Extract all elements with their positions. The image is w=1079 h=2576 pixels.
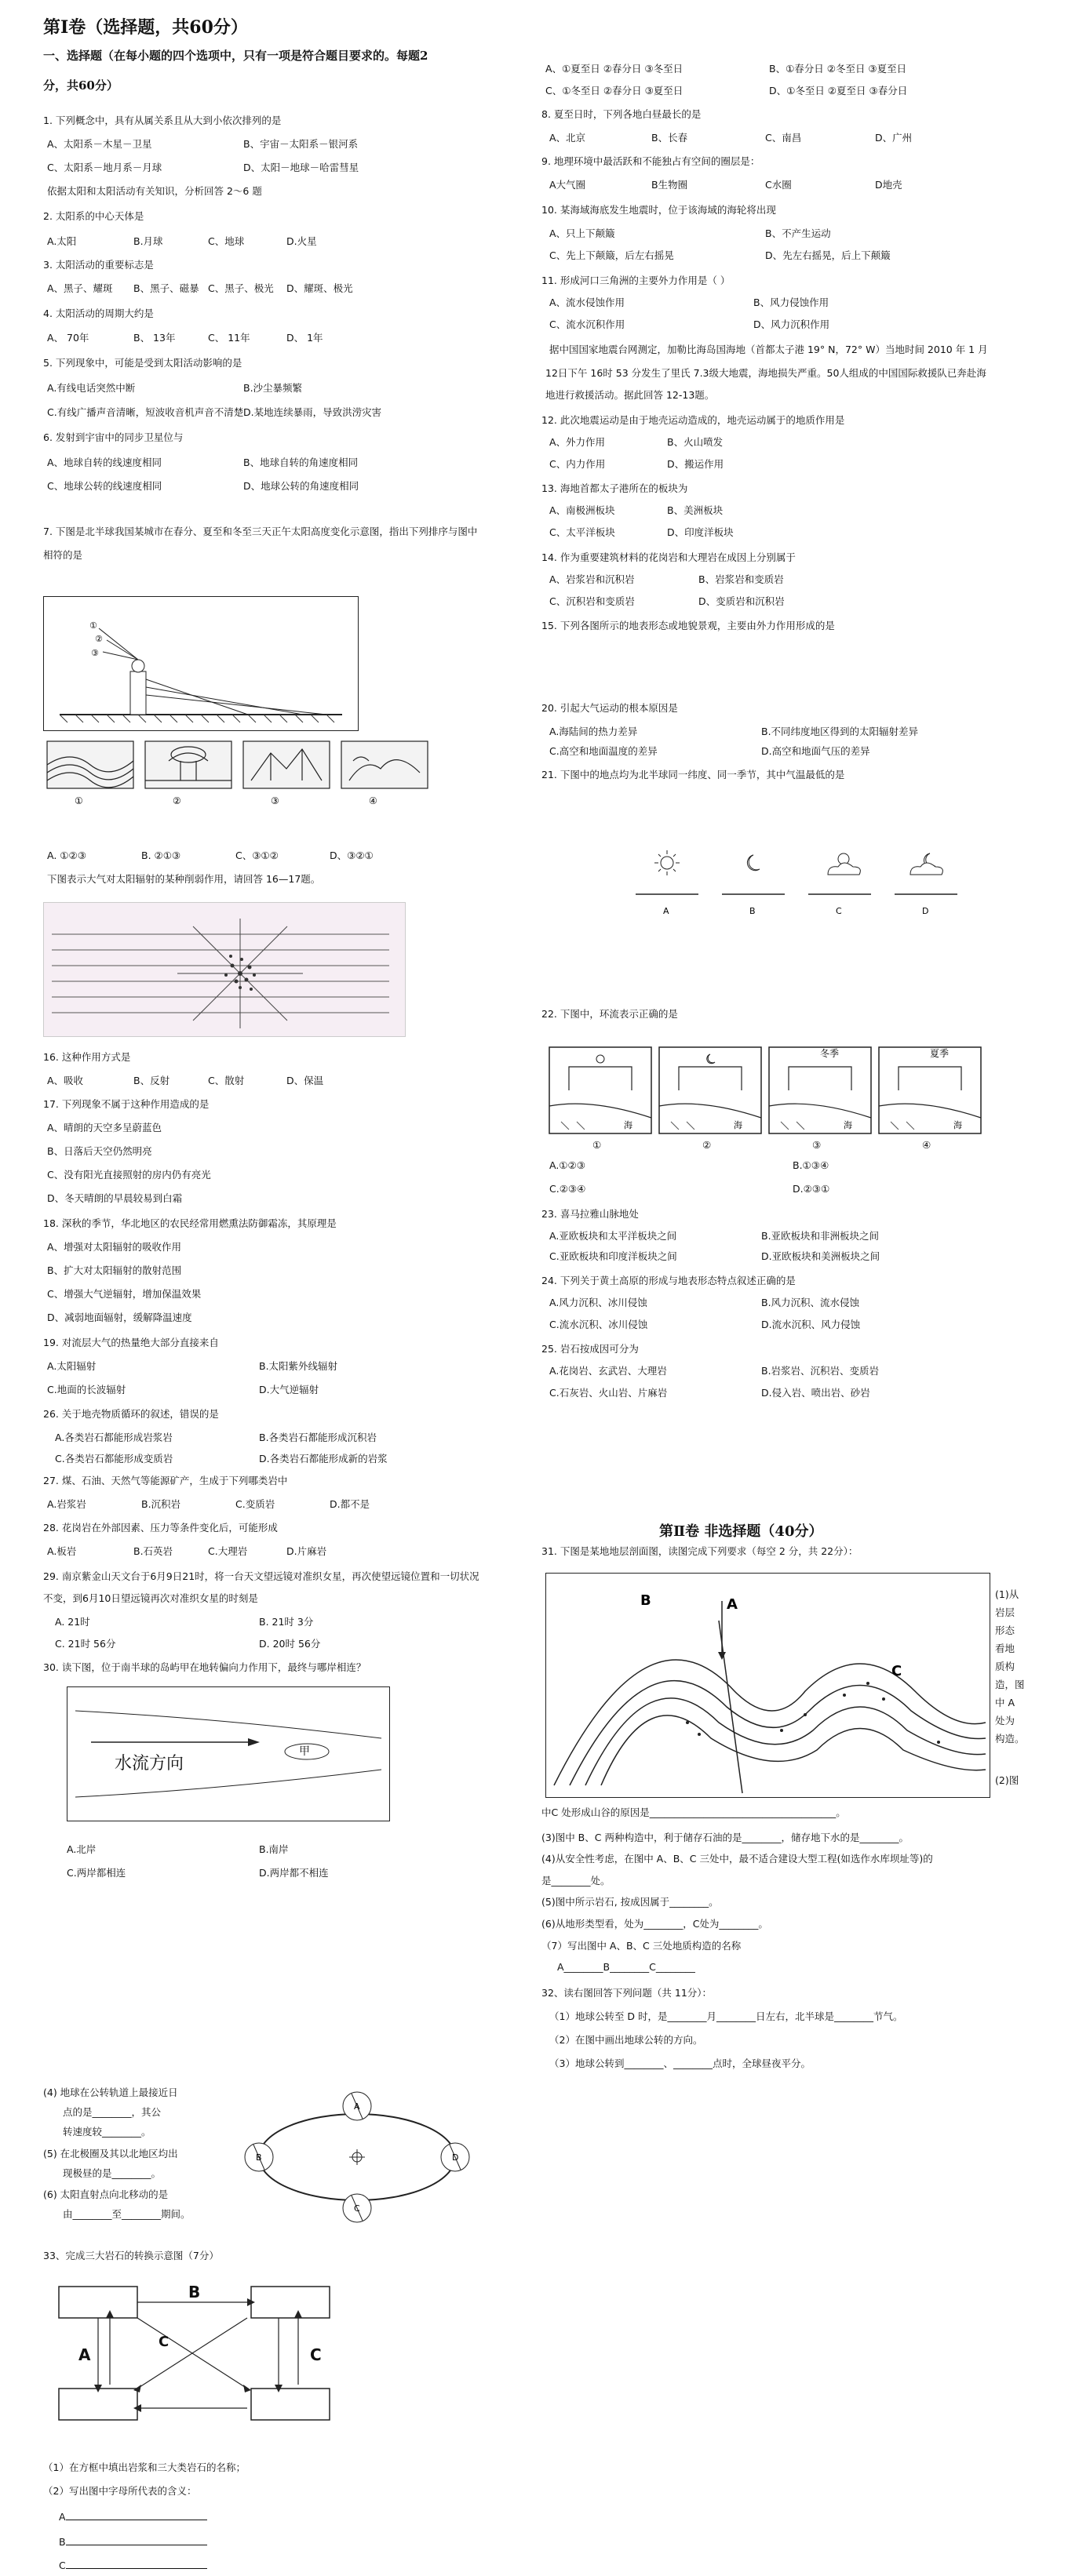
leftcol-line-8: B.月球 (133, 235, 163, 247)
rightcol-line-28: A、外力作用 (549, 436, 606, 448)
leftcol-line-30: D、地球公转的角速度相同 (243, 480, 359, 492)
left2-line-4: D、保温 (286, 1075, 324, 1086)
q22-circulation-svg (545, 1043, 993, 1137)
q31-line-16: (6)从地形类型看，处为________，C处为________。 (541, 1918, 768, 1930)
left2-line-12: B、扩大对太阳辐射的散射范围 (47, 1264, 182, 1276)
q32bottom-line-5: (6) 太阳直射点向北移动的是 (43, 2189, 169, 2200)
left2-line-17: B.太阳紫外线辐射 (259, 1360, 338, 1372)
leftcol-line-25: D.某地连续暴雨，导致洪涝灾害 (243, 406, 382, 418)
left2-line-6: A、晴朗的天空多呈蔚蓝色 (47, 1122, 162, 1133)
left2-line-24: D.各类岩石都能形成新的岩浆 (259, 1453, 388, 1464)
leftcol-line-4: D、太阳－地球－哈雷彗星 (243, 162, 359, 173)
rightcol-line-11: B生物圈 (651, 179, 688, 191)
svg-text:②: ② (173, 795, 181, 806)
q31-line-15: (5)图中所示岩石, 按成因属于________。 (541, 1896, 719, 1908)
rightcol-line-32: 13. 海地首都太子港所在的板块为 (541, 482, 688, 494)
left2-line-3: C、散射 (208, 1075, 245, 1086)
q32-line-1: （1）地球公转至 D 时，是________月________日左右，北半球是________节气。 (549, 2010, 903, 2022)
right4-line-2: C.②③④ (549, 1183, 586, 1195)
q32-orbit-figure (235, 2083, 479, 2232)
leftcol-line-10: D.火星 (286, 235, 317, 247)
left2-line-26: A.岩浆岩 (47, 1498, 86, 1510)
orbit-label-b: B (256, 2152, 262, 2163)
orbit-label-c: C (354, 2203, 360, 2214)
q33-sub2: （2）写出图中字母所代表的含义： (43, 2485, 197, 2497)
left2-line-25: 27. 煤、石油、天然气等能源矿产，生成于下列哪类岩中 (43, 1475, 288, 1486)
left2-line-16: A.太阳辐射 (47, 1360, 97, 1372)
q33-rock-cycle-figure (47, 2279, 345, 2428)
q31-line-7: 中 A (995, 1697, 1015, 1708)
orbit-label-d: D (452, 2152, 459, 2163)
q22-sea-2: 海 (734, 1120, 742, 1130)
q32-line-2: （2）在图中画出地球公转的方向。 (549, 2034, 703, 2046)
q22-sea-4: 海 (953, 1120, 962, 1130)
left2-line-39: C. 21时 56分 (55, 1638, 116, 1650)
q31-label-c: C (891, 1663, 902, 1679)
svg-text:①: ① (89, 620, 97, 631)
q30opts-line-3: D.两岸都不相连 (259, 1867, 329, 1879)
q16-caption: 下图表示大气对太阳辐射的某种削弱作用，请回答 16—17题。 (47, 873, 321, 885)
q7-sun-angle-svg (44, 597, 358, 730)
rightcol-line-31: D、搬运作用 (667, 458, 724, 470)
q7-sun-angle-figure (43, 596, 359, 731)
rightcol-line-13: D地壳 (875, 179, 902, 191)
q15-landforms-figure (43, 737, 483, 816)
q31-label-b: B (640, 1592, 651, 1609)
q32bottom-line-3: (5) 在北极圈及其以北地区均出 (43, 2148, 178, 2159)
q7opts-line-0: A. ①②③ (47, 850, 86, 861)
rightcol-line-20: A、流水侵蚀作用 (549, 297, 625, 308)
left2-line-37: A. 21时 (55, 1616, 90, 1628)
leftcol-line-32: 相符的是 (43, 549, 83, 561)
q33-sub1: （1）在方框中填出岩浆和三大类岩石的名称； (43, 2461, 246, 2473)
left2-line-36: 不变，到6月10日望远镜再次对准织女星的时刻是 (43, 1592, 258, 1604)
leftcol-line-16: 4. 太阳活动的周期大约是 (43, 307, 154, 319)
q31-line-2: 岩层 (995, 1606, 1015, 1618)
rightcol-line-25: 12日下午 16时 53 分发生了里氏 7.3级大地震，海地损失严重。50人组成的中国国际救援队已奔赴海 (545, 367, 986, 379)
rightcol-line-7: C、南昌 (765, 132, 802, 144)
leftcol-line-17: A、 70年 (47, 332, 89, 344)
q33-answer-b: B (59, 2535, 207, 2549)
rightcol-line-1: B、①春分日 ②冬至日 ③夏至日 (769, 63, 907, 75)
q32bottom-line-6: 由________至________期间。 (63, 2208, 191, 2220)
right4-line-4: 23. 喜马拉雅山脉地处 (541, 1208, 639, 1220)
leftcol-line-20: D、 1年 (286, 332, 323, 344)
q30opts-line-2: C.两岸都相连 (67, 1867, 126, 1879)
rightcol-line-12: C水圈 (765, 179, 792, 191)
section-heading: 一、选择题（在每小题的四个选项中，只有一项是符合题目要求的。每题2 (43, 49, 428, 63)
q31-line-17: （7）写出图中 A、B、C 三处地质构造的名称 (541, 1940, 742, 1952)
left2-line-8: C、没有阳光直接照射的房内仍有亮光 (47, 1169, 211, 1181)
leftcol-line-15: D、耀斑、极光 (286, 282, 353, 294)
rightcol-line-21: B、风力侵蚀作用 (753, 297, 829, 308)
leftcol-line-9: C、地球 (208, 235, 245, 247)
q31-line-3: 形态 (995, 1625, 1015, 1636)
left2-line-7: B、日落后天空仍然明亮 (47, 1145, 152, 1157)
right3-line-0: 22. 下图中，环流表示正确的是 (541, 1008, 678, 1020)
rightcol-line-8: D、广州 (875, 132, 913, 144)
left2-line-31: A.板岩 (47, 1545, 77, 1557)
rightcol-line-26: 地进行救援活动。据此回答 12-13题。 (545, 389, 715, 401)
left2-line-28: C.变质岩 (235, 1498, 275, 1510)
left2-line-22: B.各类岩石都能形成沉积岩 (259, 1432, 377, 1443)
left2-line-15: 19. 对流层大气的热量绝大部分直接来自 (43, 1337, 219, 1348)
right4-line-7: C.亚欧板块和印度洋板块之间 (549, 1250, 677, 1262)
leftcol-line-6: 2. 太阳系的中心天体是 (43, 210, 144, 222)
right4-line-8: D.亚欧板块和美洲板块之间 (761, 1250, 880, 1262)
page-title: 第Ⅰ卷（选择题，共60分） (43, 17, 248, 38)
rightcol-line-2: C、①冬至日 ②春分日 ③夏至日 (545, 85, 683, 96)
rightcol-line-34: B、美洲板块 (667, 504, 724, 516)
leftcol-line-7: A.太阳 (47, 235, 77, 247)
svg-text:③: ③ (271, 795, 279, 806)
leftcol-line-12: A、黑子、耀斑 (47, 282, 113, 294)
rightcol-line-15: A、只上下颠簸 (549, 227, 615, 239)
q31-line-8: 处为 (995, 1715, 1015, 1726)
q31-line-18: A________B________C________ (557, 1961, 695, 1973)
left2-line-23: C.各类岩石都能形成变质岩 (55, 1453, 173, 1464)
leftcol-line-14: C、黑子、极光 (208, 282, 274, 294)
rightcol-line-33: A、南极洲板块 (549, 504, 615, 516)
rightcol-line-18: D、先左右摇晃，后上下颠簸 (765, 249, 891, 261)
rightcol-line-5: A、北京 (549, 132, 586, 144)
rightcol-line-27: 12. 此次地震运动是由于地壳运动造成的，地壳运动属于的地质作用是 (541, 414, 845, 426)
part2-heading: 第Ⅱ卷 非选择题（40分） (659, 1523, 823, 1540)
right2-line-2: B.不同纬度地区得到的太阳辐射差异 (761, 726, 919, 737)
right4-line-0: A.①②③ (549, 1159, 585, 1171)
leftcol-line-5: 依据太阳和太阳活动有关知识，分析回答 2～6 题 (47, 185, 262, 197)
q32bottom-line-2: 转速度较________。 (63, 2126, 151, 2138)
q21-weather-figure (620, 831, 965, 926)
rightcol-line-41: D、变质岩和沉积岩 (698, 595, 785, 607)
q21-label-a: A (663, 906, 669, 916)
right4-line-16: B.岩浆岩、沉积岩、变质岩 (761, 1365, 880, 1377)
leftcol-line-11: 3. 太阳活动的重要标志是 (43, 259, 154, 271)
rightcol-line-6: B、长春 (651, 132, 688, 144)
leftcol-line-29: C、地球公转的线速度相同 (47, 480, 162, 492)
rightcol-line-22: C、流水沉积作用 (549, 318, 625, 330)
right4-line-5: A.亚欧板块和太平洋板块之间 (549, 1230, 677, 1242)
rightcol-line-9: 9. 地理环境中最活跃和不能独占有空间的圈层是： (541, 155, 760, 167)
leftcol-line-24: C.有线广播声音清晰，短波收音机声音不清楚 (47, 406, 244, 418)
svg-text:④: ④ (369, 795, 377, 806)
left2-line-13: C、增强大气逆辐射，增加保温效果 (47, 1288, 202, 1300)
rightcol-line-19: 11. 形成河口三角洲的主要外力作用是（ ） (541, 275, 731, 286)
rightcol-line-42: 15. 下列各图所示的地表形态或地貌景观，主要由外力作用形成的是 (541, 620, 835, 631)
q21-label-c: C (836, 906, 842, 916)
q32-line-3: （3）地球公转到________、________点时，全球昼夜平分。 (549, 2058, 811, 2069)
rightcol-line-23: D、风力沉积作用 (753, 318, 830, 330)
q33-label-b: B (188, 2283, 201, 2301)
left2-line-29: D.都不是 (330, 1498, 370, 1510)
q30-river-figure (67, 1686, 390, 1821)
leftcol-line-28: B、地球自转的角速度相同 (243, 457, 359, 468)
orbit-label-a: A (354, 2101, 360, 2112)
q7opts-line-3: D、③②① (330, 850, 374, 861)
right4-line-15: A.花岗岩、玄武岩、大理岩 (549, 1365, 667, 1377)
q31-line-11: 中C 处形成山谷的原因是______________________________________。 (541, 1806, 846, 1818)
right4-line-17: C.石灰岩、火山岩、片麻岩 (549, 1387, 668, 1399)
right4-line-1: B.①③④ (793, 1159, 829, 1171)
q30-island-label: 甲 (299, 1745, 310, 1758)
rightcol-line-38: A、岩浆岩和沉积岩 (549, 573, 635, 585)
rightcol-line-40: C、沉积岩和变质岩 (549, 595, 635, 607)
q7opts-line-2: C、③①② (235, 850, 279, 861)
rightcol-line-35: C、太平洋板块 (549, 526, 615, 538)
q31-label-a: A (727, 1596, 738, 1613)
right4-line-10: A.风力沉积、冰川侵蚀 (549, 1297, 647, 1308)
leftcol-line-18: B、 13年 (133, 332, 176, 344)
right2-line-3: C.高空和地面温度的差异 (549, 745, 658, 757)
q31-line-5: 质构 (995, 1661, 1015, 1672)
leftcol-line-19: C、 11年 (208, 332, 250, 344)
right2-line-0: 20. 引起大气运动的根本原因是 (541, 702, 678, 714)
q15-landforms-svg (43, 737, 483, 816)
left2-line-32: B.石英岩 (133, 1545, 173, 1557)
q32bottom-line-0: (4) 地球在公转轨道上最接近日 (43, 2087, 178, 2098)
q16-scattering-svg (44, 903, 405, 1036)
q22-circulation-figure (545, 1043, 993, 1137)
right4-line-3: D.②③① (793, 1183, 830, 1195)
q22-sea-3: 海 (844, 1120, 852, 1130)
left2-line-10: 18. 深秋的季节，华北地区的农民经常用燃熏法防御霜冻，其原理是 (43, 1217, 337, 1229)
q33-label-c-center: C (159, 2334, 170, 2350)
left2-line-27: B.沉积岩 (141, 1498, 181, 1510)
q16-scattering-figure (43, 902, 406, 1037)
q33-label-c-right: C (310, 2345, 322, 2364)
svg-text:③: ③ (91, 648, 99, 658)
q32-orbit-svg (235, 2083, 479, 2232)
left2-line-35: 29. 南京紫金山天文台于6月9日21时，将一台天文望远镜对准织女星，再次使望远镜位置和一切状况 (43, 1570, 479, 1582)
q30-flow-label: 水流方向 (115, 1754, 184, 1774)
rightcol-line-30: C、内力作用 (549, 458, 606, 470)
left2-line-1: A、吸收 (47, 1075, 84, 1086)
left2-line-34: D.片麻岩 (286, 1545, 327, 1557)
q22-sea-1: 海 (624, 1120, 632, 1130)
rightcol-line-39: B、岩浆岩和变质岩 (698, 573, 784, 585)
svg-text:①: ① (75, 795, 83, 806)
rightcol-line-24: 据中国国家地震台网测定，加勒比海岛国海地（首都太子港 19° N，72° W）当地时间 2010 年 1 月 (549, 344, 988, 355)
q33-answer-c: C (59, 2559, 207, 2572)
q21-weather-svg (620, 831, 965, 926)
right4-line-9: 24. 下列关于黄土高原的形成与地表形态特点叙述正确的是 (541, 1275, 796, 1286)
section-heading-cont: 分，共60分） (43, 78, 118, 93)
left2-line-30: 28. 花岗岩在外部因素、压力等条件变化后，可能形成 (43, 1522, 278, 1534)
q30opts-line-1: B.南岸 (259, 1843, 289, 1855)
right4-line-12: C.流水沉积、冰川侵蚀 (549, 1319, 648, 1330)
rightcol-line-14: 10. 某海域海底发生地震时，位于该海域的海轮将出现 (541, 204, 776, 216)
rightcol-line-3: D、①冬至日 ②夏至日 ③春分日 (769, 85, 908, 96)
q33-title: 33、完成三大岩石的转换示意图（7分） (43, 2250, 219, 2261)
right4-line-13: D.流水沉积、风力侵蚀 (761, 1319, 861, 1330)
left2-line-33: C.大理岩 (208, 1545, 248, 1557)
left2-line-21: A.各类岩石都能形成岩浆岩 (55, 1432, 173, 1443)
q31-line-13: (4)从安全性考虑，在图中 A、B、C 三处中，最不适合建设大型工程(如选作水库坝址等)的 (541, 1853, 933, 1865)
q31-strata-svg (546, 1574, 990, 1797)
q33-answer-a: A (59, 2510, 207, 2523)
left2-line-18: C.地面的长波辐射 (47, 1384, 126, 1395)
left2-line-0: 16. 这种作用方式是 (43, 1051, 131, 1063)
q21-label-b: B (749, 906, 756, 916)
rightcol-line-29: B、火山喷发 (667, 436, 724, 448)
leftcol-line-21: 5. 下列现象中，可能是受到太阳活动影响的是 (43, 357, 242, 369)
left2-line-11: A、增强对太阳辐射的吸收作用 (47, 1241, 182, 1253)
right4-line-18: D.侵入岩、喷出岩、砂岩 (761, 1387, 870, 1399)
leftcol-line-23: B.沙尘暴频繁 (243, 382, 303, 394)
leftcol-line-2: B、宇宙－太阳系－银河系 (243, 138, 359, 150)
q32bottom-line-1: 点的是________，其公 (63, 2106, 162, 2118)
q31-line-12: (3)图中 B、C 两种构造中，利于储存石油的是________，储存地下水的是________。 (541, 1832, 909, 1843)
q31-line-1: (1)从 (995, 1588, 1019, 1600)
leftcol-line-0: 1. 下列概念中，具有从属关系且从大到小依次排列的是 (43, 115, 282, 126)
q22-summer: 夏季 (930, 1048, 950, 1059)
right4-line-11: B.风力沉积、流水侵蚀 (761, 1297, 860, 1308)
right4-line-6: B.亚欧板块和非洲板块之间 (761, 1230, 880, 1242)
right2-line-1: A.海陆间的热力差异 (549, 726, 638, 737)
leftcol-line-1: A、太阳系－木星－卫星 (47, 138, 152, 150)
q22-winter: 冬季 (820, 1048, 840, 1059)
leftcol-line-3: C、太阳系－地月系－月球 (47, 162, 162, 173)
q32bottom-line-4: 现极昼的是________。 (63, 2167, 162, 2179)
q31-line-4: 看地 (995, 1643, 1015, 1654)
left2-line-38: B. 21时 3分 (259, 1616, 314, 1628)
left2-line-20: 26. 关于地壳物质循环的叙述，错误的是 (43, 1408, 219, 1420)
leftcol-line-31: 7. 下图是北半球我国某城市在春分、夏至和冬至三天正午太阳高度变化示意图，指出下列排序与图中 (43, 526, 478, 537)
q31-line-0: 31. 下图是某地地层剖面图，读图完成下列要求（每空 2 分，共 22分）： (541, 1545, 858, 1557)
left2-line-14: D、减弱地面辐射，缓解降温速度 (47, 1312, 192, 1323)
q31-line-14: 是________处。 (541, 1875, 611, 1887)
q31-strata-figure (545, 1573, 990, 1798)
q30opts-line-0: A.北岸 (67, 1843, 97, 1855)
rightcol-line-37: 14. 作为重要建筑材料的花岗岩和大理岩在成因上分别属于 (541, 551, 796, 563)
left2-line-41: 30. 读下图，位于南半球的岛屿甲在地转偏向力作用下，最终与哪岸相连？ (43, 1661, 366, 1673)
q33-label-a: A (78, 2345, 91, 2364)
q7opts-line-1: B. ②①③ (141, 850, 181, 861)
rightcol-line-17: C、先上下颠簸，后左右摇晃 (549, 249, 674, 261)
leftcol-line-27: A、地球自转的线速度相同 (47, 457, 162, 468)
rightcol-line-36: D、印度洋板块 (667, 526, 734, 538)
left2-line-9: D、冬天晴朗的早晨较易到白霜 (47, 1192, 183, 1204)
rightcol-line-16: B、不产生运动 (765, 227, 831, 239)
right2-line-5: 21. 下图中的地点均为北半球同一纬度、同一季节，其中气温最低的是 (541, 769, 845, 780)
q31-line-10: (2)图 (995, 1774, 1019, 1786)
q31-line-6: 造，图 (995, 1679, 1025, 1690)
q31-line-9: 构造。 (995, 1733, 1025, 1745)
left2-line-40: D. 20时 56分 (259, 1638, 321, 1650)
left2-line-19: D.大气逆辐射 (259, 1384, 319, 1395)
leftcol-line-22: A.有线电话突然中断 (47, 382, 136, 394)
left2-line-5: 17. 下列现象不属于这种作用造成的是 (43, 1098, 210, 1110)
rightcol-line-4: 8. 夏至日时，下列各地白昼最长的是 (541, 108, 702, 120)
rightcol-line-10: A大气圈 (549, 179, 586, 191)
left2-line-2: B、反射 (133, 1075, 170, 1086)
rightcol-line-0: A、①夏至日 ②春分日 ③冬至日 (545, 63, 683, 75)
leftcol-line-13: B、黑子、磁暴 (133, 282, 199, 294)
right2-line-4: D.高空和地面气压的差异 (761, 745, 870, 757)
q32-line-0: 32、读右图回答下列问题（共 11分）： (541, 1987, 713, 1999)
q21-label-d: D (922, 906, 929, 916)
svg-text:②: ② (95, 634, 103, 644)
leftcol-line-26: 6. 发射到宇宙中的同步卫星位与 (43, 431, 184, 443)
right4-line-14: 25. 岩石按成因可分为 (541, 1343, 639, 1355)
